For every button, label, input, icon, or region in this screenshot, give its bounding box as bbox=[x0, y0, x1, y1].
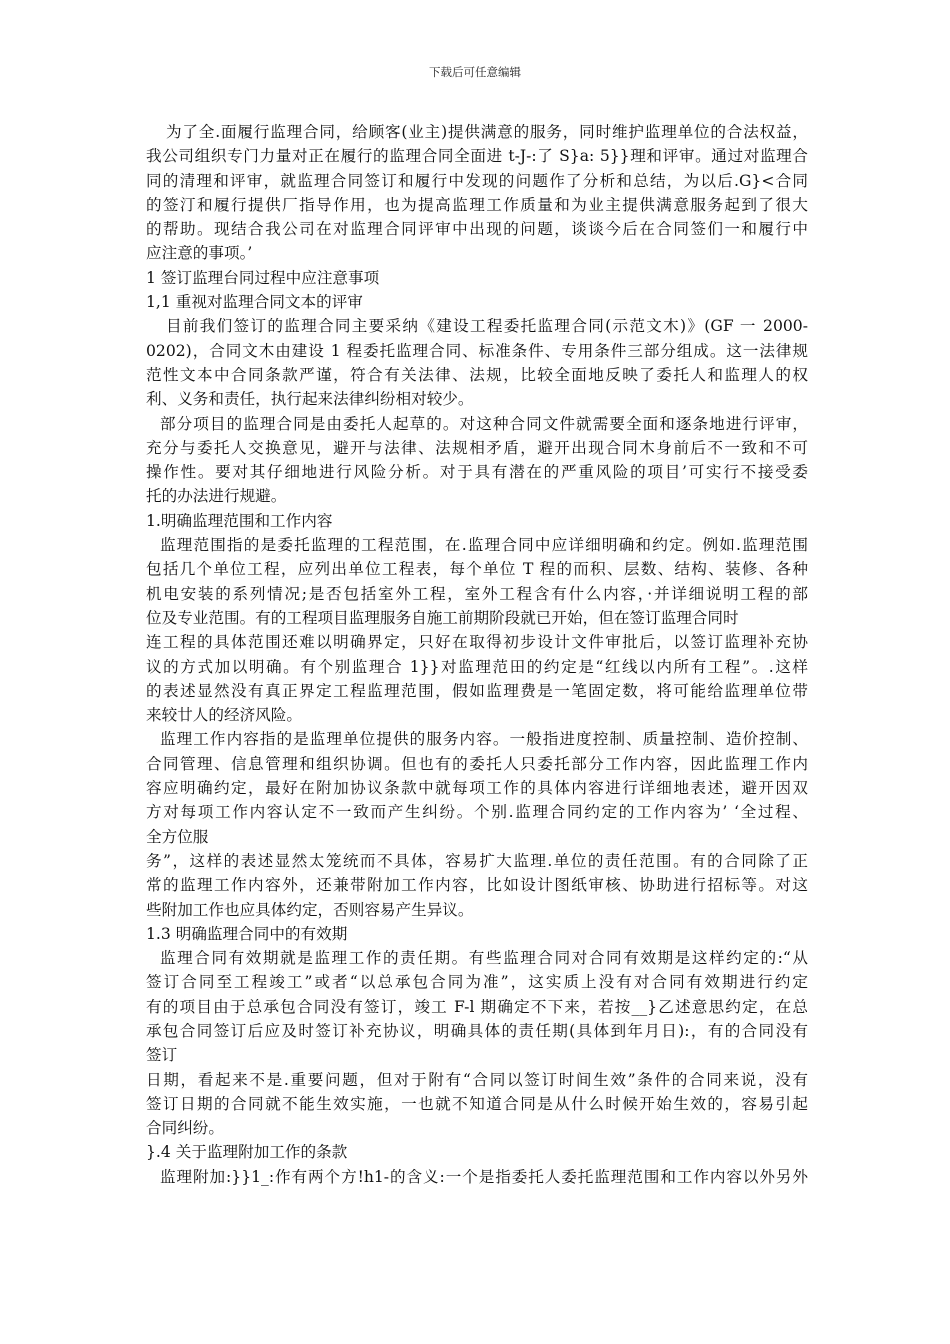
text-line: 包括几个单位工程，应列出单位工程表，每个单位 T 程的而积、层数、结构、装修、各种 bbox=[146, 560, 808, 579]
text-line: 目前我们签订的监理合同主要采纳《建设工程委托监理合同(示范文木)》(GF 一 2000- bbox=[166, 317, 808, 336]
text-line: 来较廿人的经济风险。 bbox=[146, 706, 302, 725]
text-line: 全方位服 bbox=[146, 827, 209, 846]
page-header: 下载后可任意编辑 bbox=[429, 65, 521, 79]
text-line: 方对每项工作内容认定不一致而产生纠纷。个别.监理合同约定的工作内容为’ ‘全过程、 bbox=[146, 803, 808, 822]
text-line: 的表述显然没有真正界定工程监理范围，假如监理费是一笔固定数，将可能给监理单位带 bbox=[146, 681, 808, 700]
text-line: 0202)，合同文木由建设 1 程委托监理合同、标准条件、专用条件三部分组成。这一法律规 bbox=[146, 341, 808, 360]
paragraph bbox=[146, 412, 808, 509]
text-line: 些附加工作也应具体约定，否则容易产生异议。 bbox=[146, 900, 474, 919]
text-line: 应注意的事项。’ bbox=[146, 244, 253, 263]
text-line: 连工程的具体范围还难以明确界定，只好在取得初步设计文件审批后，以签订监理补充协 bbox=[146, 633, 808, 652]
text-line: 日期，看起来不是.重要问题，但对于附有“合同以签订时间生效”条件的合同来说，没有 bbox=[146, 1070, 808, 1089]
text-line: 监理附加:}}1_:作有两个方!h1-的含义:一个是指委托人委托监理范围和工作内容以外另外 bbox=[160, 1167, 808, 1186]
text-line: 托的办法进行规避。 bbox=[146, 487, 287, 506]
paragraph bbox=[146, 1165, 808, 1189]
text-line: 监理合同有效期就是监理工作的责任期。有些监理合同对合同有效期是这样约定的:“从 bbox=[160, 949, 808, 968]
text-line: 利、义务和责任，执行起来法律纠纷相对较少。 bbox=[146, 390, 474, 409]
text-line: 操作性。要对其仔细地进行风险分析。对于具有潜在的严重风险的项目’可实行不接受委 bbox=[146, 463, 808, 482]
text-line: 部分项目的监理合同是由委托人起草的。对这种合同文件就需要全面和逐条地进行评审， bbox=[160, 414, 808, 433]
text-line: 合同纠纷。 bbox=[146, 1119, 224, 1138]
text-line: 充分与委托人交换意见，避开与法律、法规相矛盾，避开出现合同木身前后不一致和不可 bbox=[146, 438, 808, 457]
paragraph bbox=[146, 120, 808, 266]
text-line: 同的清理和评审，就监理合同签订和履行中发现的问题作了分析和总结，为以后.G}<合同 bbox=[146, 171, 808, 190]
text-line: 签订合同至工程竣工”或者“以总承包合同为准”，这实质上没有对合同有效期进行约定 bbox=[146, 973, 808, 992]
text-line: 位及专业范围。有的工程项目监理服务自施工前期阶段就已开始，但在签订监理合同时 bbox=[146, 608, 739, 627]
section-heading: 1.3 明确监理合同中的有效期 bbox=[146, 924, 348, 943]
text-line: 务”，这样的表述显然太笼统而不具体，容易扩大监理.单位的责任范围。有的合同除了正 bbox=[146, 851, 808, 870]
text-line: 有的项目由于总承包合同没有签订，竣工 F-l 期确定不下来，若按__}乙述意思约定，在总 bbox=[146, 997, 808, 1016]
section-heading: 1 签订监理台同过程中应注意事项 bbox=[146, 268, 380, 287]
paragraph bbox=[146, 727, 808, 921]
document-body bbox=[146, 120, 808, 1189]
text-line: 签订 bbox=[146, 1046, 178, 1065]
text-line: 的帮助。现结合我公司在对监理合同评审中出现的问题，谈谈今后在合同签们一和履行中 bbox=[146, 220, 808, 239]
text-line: 合同管理、信息管理和组织协调。但也有的委托人只委托部分工作内容，因此监理工作内 bbox=[146, 754, 808, 773]
text-line: 为了全.面履行监理合同，给顾客(业主)提供满意的服务，同时维护监理单位的合法权益， bbox=[166, 123, 808, 141]
text-line: 常的监理工作内容外，还兼带附加工作内容，比如设计图纸审核、协助进行招标等。对这 bbox=[146, 876, 808, 895]
section-heading: }.4 关于监理附加工作的条款 bbox=[146, 1143, 348, 1162]
paragraph bbox=[146, 946, 808, 1140]
paragraph bbox=[146, 314, 808, 411]
text-line: 的签汀和履行提供厂指导作用，也为提高监理工作质量和为业主提供满意服务起到了很大 bbox=[146, 195, 808, 214]
text-line: 承包合同签订后应及时签订补充协议，明确具体的责任期(具体到年月日):，有的合同没有 bbox=[146, 1021, 808, 1040]
section-heading: 1.明确监理范围和工作内容 bbox=[146, 511, 333, 530]
text-line: 监理范围指的是委托监理的工程范围，在.监理合同中应详细明确和约定。例如.监理范围 bbox=[160, 536, 808, 555]
text-line: 范性文本中合同条款严谨，符合有关法律、法规，比较全面地反映了委托人和监理人的权 bbox=[146, 365, 808, 384]
text-line: 我公司组织专门力量对正在履行的监理合同全面进 t-J-:了 S}a: 5}}理和评审。通过对监理合 bbox=[146, 147, 808, 166]
text-line: 监理工作内容指的是监理单位提供的服务内容。一般指进度控制、质量控制、造价控制、 bbox=[160, 730, 808, 749]
text-line: 机电安装的系列情况;是否包括室外工程，室外工程含有什么内容，·并详细说明工程的部 bbox=[146, 584, 808, 603]
text-line: 容应明确约定，最好在附加协议条款中就每项工作的具体内容进行详细地表述，避开因双 bbox=[146, 779, 808, 798]
paragraph bbox=[146, 533, 808, 727]
text-line: 签订日期的合同就不能生效实施，一也就不知道合同是从什么时候开始生效的，容易引起 bbox=[146, 1094, 808, 1113]
text-line: 议的方式加以明确。有个别监理合 1}}对监理范田的约定是“红线以内所有工程”。.这样 bbox=[146, 657, 808, 676]
section-heading: 1,1 重视对监理合同文本的评审 bbox=[146, 293, 363, 312]
